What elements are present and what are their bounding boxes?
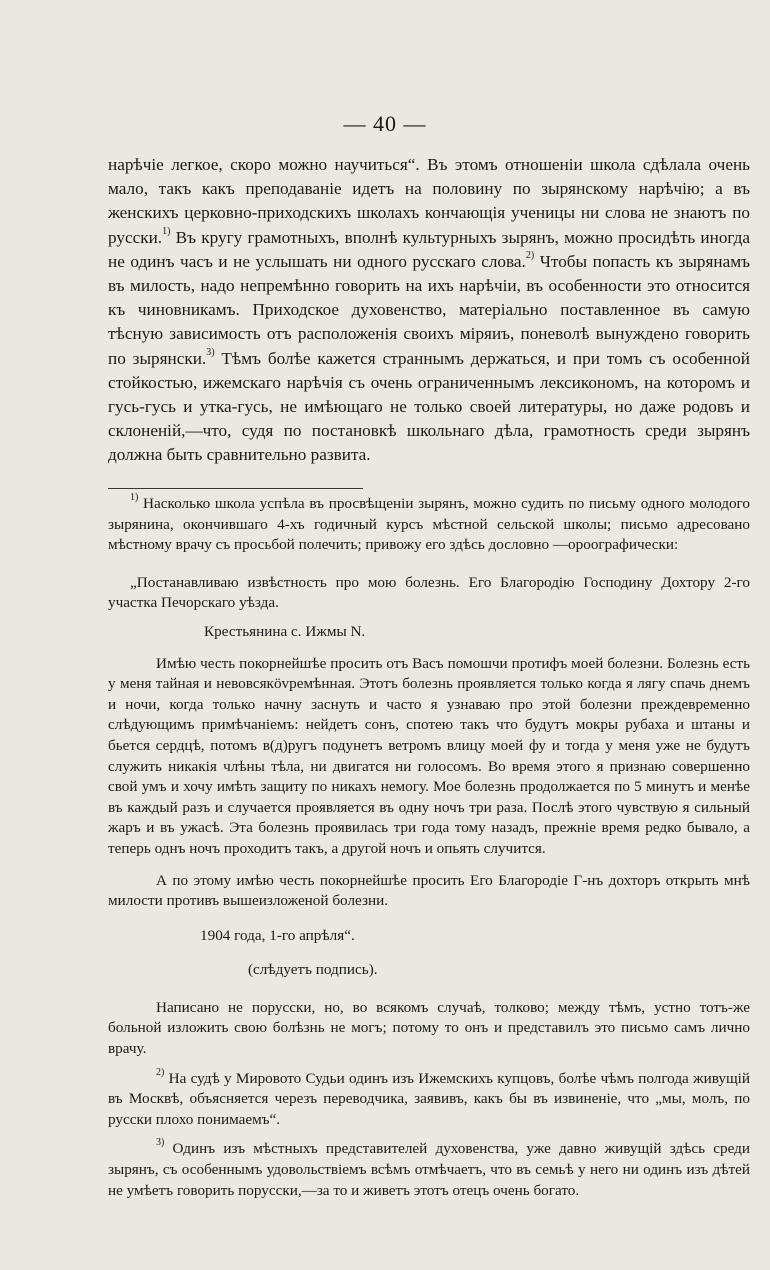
main-text-block <box>108 153 750 468</box>
main-text-part-4: Тѣмъ болѣе кажется страннымъ держаться, и при томъ съ особенной стойкостью, ижемскаго нарѣчія съ очень ограниченнымъ лексикономъ, на которомъ и гусь-гусь и утка-гусь, не имѣющаго не только своей литературы, но даже родовъ и склоненій,—что, судя по постановкѣ школьнаго дѣла, грамотность среди зырянъ должна быть сравнительно развита. <box>108 348 750 465</box>
footnote-3-text: Одинъ изъ мѣстныхъ представителей духовенства, уже давно живущій здѣсь среди зырянъ, съ особеннымъ удовольствіемъ всѣмъ отмѣчаетъ, что въ семьѣ у него ни одинъ изъ дѣтей не умѣетъ говорить порусски,—за то и живетъ этотъ отецъ очень богато. <box>108 1140 750 1199</box>
main-text-part-2: Въ кругу грамотныхъ, вполнѣ культурныхъ зырянъ, можно просидѣть иногда не одинъ часъ и не услышать ни одного русскаго слова. <box>108 227 750 271</box>
footnote-3 <box>108 1139 750 1201</box>
footnote-mark-1: 1) <box>130 491 139 503</box>
main-text-part-1: нарѣчіе легкое, скоро можно научиться“. Въ этомъ отношеніи школа сдѣлала очень мало, такъ какъ преподаваніе идетъ на половину по зырянскому нарѣчію; а въ женскихъ церковно-приходскихъ школахъ кончающія ученицы ни слова не знаютъ по русски. <box>108 155 750 247</box>
letter-body: Имѣю честь покорнейшѣе просить отъ Васъ помошчи протифъ моей болезни. Болезнь есть у меня тайная и невовсякövремѣнная. Этотъ болезнь проявляется только когда я лягу спачь днемъ и ночи, когда только начну заснуть и часто я узнаваю про этой болезни преждевременно слѣдующимъ примѣчаніемъ: нейдетъ сонъ, спотею такъ что будутъ мокры рубаха и штаны и бьется сердцѣ, потомъ в(д)ругъ подунетъ ветромъ влицу моей фу и тогда у меня уже не будутъ служить никакія члѣны тѣла, ни двигатся ни голосомъ. Во время этого я признаю совершенно свой умъ и хочу имѣть защиту по никахъ немогу. Мое болезнь продолжается по 5 минутъ и менѣе въ каждый разъ и случается проявляется въ одну ночъ три раза. Послѣ этого чувствую я сильный жаръ и въ ужасѣ. Эта болезнь проявилась три года тому назадъ, прежніе время редко бывало, а теперь однъ ночъ проходитъ такъ, а другой ночъ и опьять случится. <box>108 654 750 857</box>
main-text-part-3: Чтобы попасть къ зырянамъ въ милость, надо непремѣнно говорить на ихъ нарѣчіи, въ особенности это относится къ чиновникамъ. Приходское духовенство, матеріально поставленное въ самую тѣсную зависимость отъ расположенія своихъ міряиъ, поневолѣ вынуждено говорить по зырянски. <box>108 251 750 368</box>
letter-header: „Постанавливаю извѣстность про мою болезнь. Его Благородію Господину Дохтору 2-го участка Печорскаго уѣзда. <box>108 573 750 612</box>
letter-from: Крестьянина с. Ижмы N. <box>204 622 366 640</box>
main-paragraph <box>108 153 750 468</box>
letter-closing: А по этому имѣю честь покорнейшѣе просить Его Благородіе Г-нъ дохторъ открыть мнѣ милости противъ вышеизложеной болезни. <box>108 871 750 910</box>
footnote-mark-2: 2) <box>156 1066 165 1078</box>
footnote-1-text: Насколько школа успѣла въ просвѣщеніи зырянъ, можно судить по письму одного молодого зырянина, окончившаго 4-хъ годичный курсъ мѣстной сельской школы; письмо адресовано мѣстному врачу съ просьбой полечить; привожу его здѣсь дословно —ороографически: <box>108 495 750 554</box>
author-comment: Написано не порусски, но, во всякомъ случаѣ, толково; между тѣмъ, устно тотъ-же больной изложить свою болѣзнь не могъ; потому то онъ и представилъ это письмо самъ лично врачу. <box>108 998 750 1058</box>
footnote-ref-3: 3) <box>206 346 215 358</box>
page-number: — 40 — <box>343 111 427 136</box>
footnote-ref-2: 2) <box>525 250 535 262</box>
letter-signature: (слѣдуетъ подпись). <box>248 961 378 979</box>
footnote-1 <box>108 491 750 556</box>
footnote-divider <box>108 488 363 489</box>
letter-date: 1904 года, 1-го апрѣля“. <box>200 926 355 944</box>
footnote-2 <box>108 1066 750 1131</box>
footnote-mark-3: 3) <box>156 1137 165 1149</box>
footnotes-block <box>108 491 750 1201</box>
footnote-2-text: На судѣ у Мировото Судьи одинъ изъ Ижемскихъ купцовъ, болѣе чѣмъ полгода живущій въ Москвѣ, объясняется черезъ переводчика, заявивъ, какъ бы въ извиненіе, что „мы, молъ, по русски плохо понимаемъ“. <box>108 1069 750 1128</box>
footnote-ref-1: 1) <box>162 225 171 237</box>
